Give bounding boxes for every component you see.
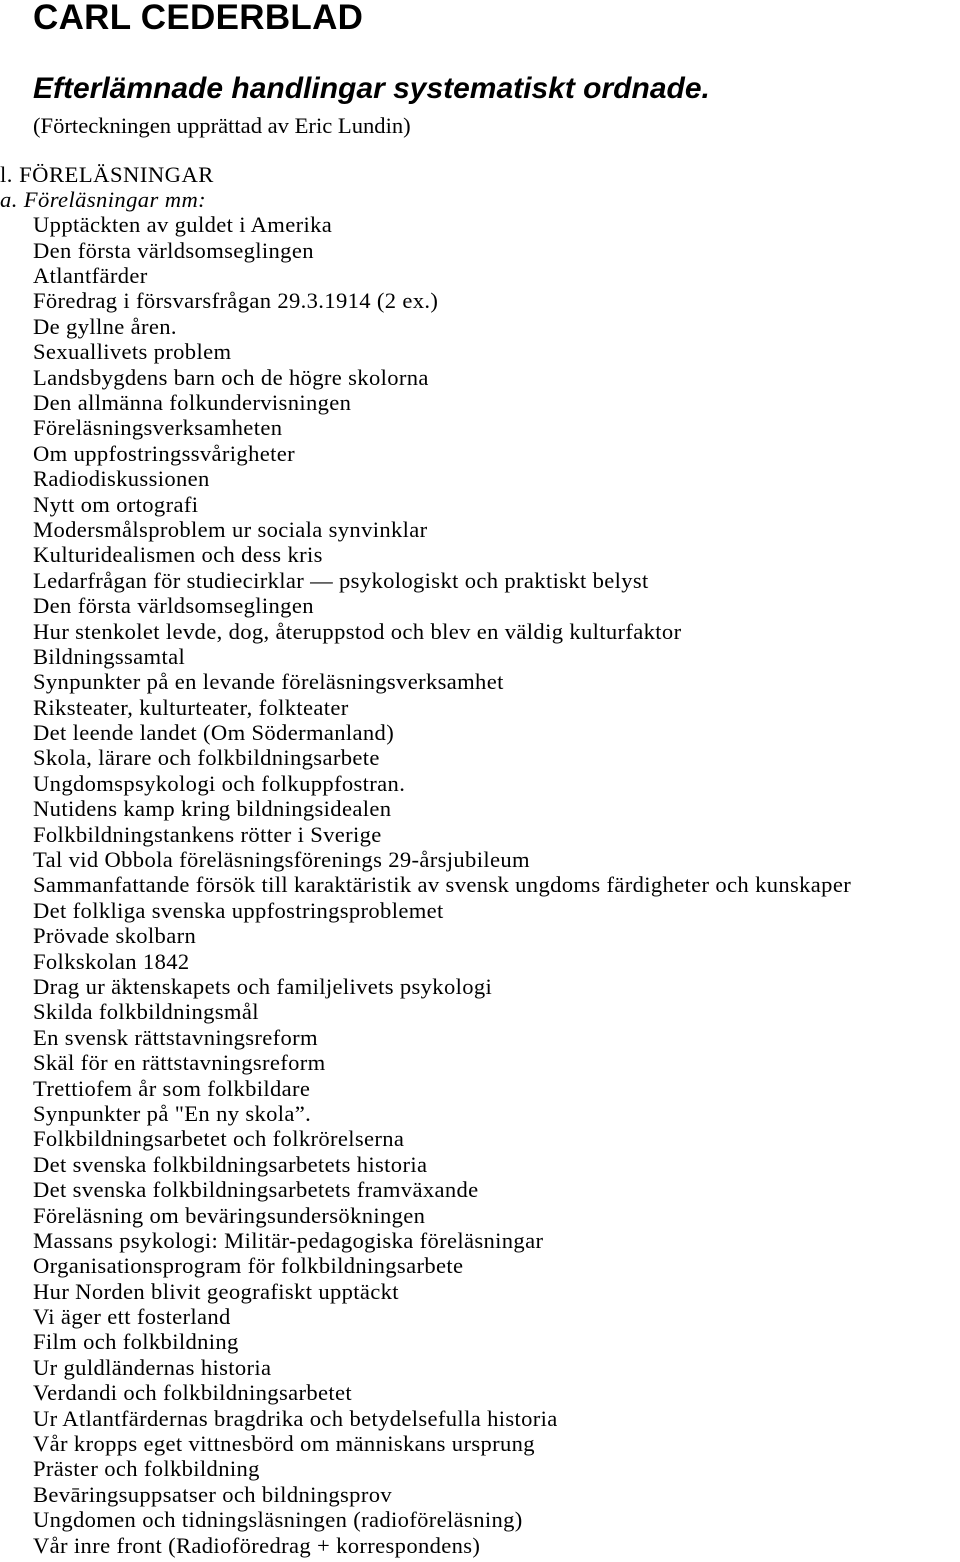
list-item-text: Folkbildningsarbetet och folkrörelserna bbox=[33, 1126, 405, 1152]
list-item-text: Drag ur äktenskapets och familjelivets psykologi bbox=[33, 974, 493, 999]
list-item-text: De gyllne åren. bbox=[33, 313, 177, 339]
list-item-text: Skilda folkbildningsmål bbox=[33, 999, 259, 1025]
list-item-text: Ur guldländernas historia bbox=[33, 1354, 272, 1380]
list-item-text: Organisationsprogram för folkbildningsarbete bbox=[33, 1253, 464, 1279]
list-item bbox=[0, 1406, 960, 1431]
list-item-text: Sammanfattande försök till karaktäristik av svensk ungdoms färdigheter och kunskaper bbox=[33, 872, 852, 898]
list-item bbox=[0, 999, 960, 1024]
list-item-text: Ledarfrågan för studiecirklar — psykologiskt och praktiskt belyst bbox=[33, 567, 649, 593]
list-item bbox=[0, 542, 960, 567]
document-title: CARL CEDERBLAD bbox=[33, 0, 364, 37]
list-item bbox=[0, 1431, 960, 1456]
list-item-text: Sexuallivets problem bbox=[33, 339, 232, 365]
list-item bbox=[0, 1152, 960, 1177]
list-item bbox=[0, 974, 960, 999]
list-item bbox=[0, 898, 960, 923]
list-item-text: Folkbildningstankens rötter i Sverige bbox=[33, 821, 382, 847]
list-item bbox=[0, 238, 960, 263]
list-item-text: Nutidens kamp kring bildningsidealen bbox=[33, 796, 392, 822]
list-item bbox=[0, 212, 960, 237]
list-item bbox=[0, 339, 960, 364]
list-item bbox=[0, 644, 960, 669]
compiler-note: (Förteckningen upprättad av Eric Lundin) bbox=[33, 113, 411, 138]
list-item-text: Massans psykologi: Militär-pedagogiska föreläsningar bbox=[33, 1227, 544, 1253]
list-item-text: Hur Norden blivit geografiskt upptäckt bbox=[33, 1278, 399, 1304]
list-item bbox=[0, 619, 960, 644]
list-item-text: Film och folkbildning bbox=[33, 1329, 239, 1355]
list-item bbox=[0, 1380, 960, 1405]
list-item bbox=[0, 1279, 960, 1304]
list-item bbox=[0, 365, 960, 390]
list-item bbox=[0, 1025, 960, 1050]
list-item bbox=[0, 1076, 960, 1101]
list-item bbox=[0, 1050, 960, 1075]
list-item bbox=[0, 1329, 960, 1354]
list-item bbox=[0, 288, 960, 313]
list-item-text: Ungdomspsykologi och folkuppfostran. bbox=[33, 770, 406, 796]
list-item-text: Kulturidealismen och dess kris bbox=[33, 542, 323, 568]
list-item-text: Trettiofem år som folkbildare bbox=[33, 1075, 311, 1101]
list-item-text: Nytt om ortografi bbox=[33, 491, 199, 517]
list-item-text: Den allmänna folkundervisningen bbox=[33, 390, 352, 416]
list-item-text: Vår kropps eget vittnesbörd om människans ursprung bbox=[33, 1431, 535, 1457]
list-item bbox=[0, 263, 960, 288]
list-item bbox=[0, 1533, 960, 1558]
list-item bbox=[0, 1507, 960, 1532]
list-item bbox=[0, 949, 960, 974]
list-item-text: Det svenska folkbildningsarbetets framväxande bbox=[33, 1177, 479, 1203]
list-item bbox=[0, 1304, 960, 1329]
list-item bbox=[0, 1203, 960, 1228]
list-item bbox=[0, 695, 960, 720]
list-item bbox=[0, 1101, 960, 1126]
list-item-text: Det leende landet (Om Södermanland) bbox=[33, 720, 395, 746]
list-item-text: Skola, lärare och folkbildningsarbete bbox=[33, 745, 380, 771]
list-item-text: Vår inre front (Radioföredrag + korrespondens) bbox=[33, 1532, 481, 1558]
list-item-text: En svensk rättstavningsreform bbox=[33, 1024, 318, 1050]
list-item-text: Ur Atlantfärdernas bragdrika och betydelsefulla historia bbox=[33, 1405, 558, 1431]
list-item-text: Om uppfostringssvårigheter bbox=[33, 440, 295, 466]
document-subtitle: Efterlämnade handlingar systematiskt ordnade. bbox=[33, 72, 710, 105]
section-heading-text: l. FÖRELÄSNINGAR bbox=[0, 161, 214, 187]
list-item-text: Synpunkter på en levande föreläsningsverksamhet bbox=[33, 669, 504, 695]
list-item bbox=[0, 1177, 960, 1202]
list-item-text: Bevāringsuppsatser och bildningsprov bbox=[33, 1481, 392, 1507]
list-item-text: Radiodiskussionen bbox=[33, 466, 210, 492]
list-item bbox=[0, 466, 960, 491]
list-item-text: Folkskolan 1842 bbox=[33, 948, 190, 974]
list-item-text: Atlantfärder bbox=[33, 263, 148, 289]
lecture-list bbox=[0, 212, 960, 1558]
list-item-text: Prövade skolbarn bbox=[33, 923, 197, 949]
list-item bbox=[0, 669, 960, 694]
list-item-text: Vi äger ett fosterland bbox=[33, 1304, 231, 1330]
list-item bbox=[0, 1126, 960, 1151]
list-item bbox=[0, 314, 960, 339]
list-item-text: Skäl för en rättstavningsreform bbox=[33, 1050, 326, 1076]
list-item bbox=[0, 1355, 960, 1380]
list-item-text: Riksteater, kulturteater, folkteater bbox=[33, 694, 349, 720]
list-item bbox=[0, 720, 960, 745]
list-item bbox=[0, 745, 960, 770]
list-item-text: Präster och folkbildning bbox=[33, 1456, 260, 1482]
section-subheading bbox=[0, 187, 960, 212]
list-item-text: Tal vid Obbola föreläsningsförenings 29-årsjubileum bbox=[33, 847, 530, 873]
list-item bbox=[0, 847, 960, 872]
list-item-text: Den första världsomseglingen bbox=[33, 237, 314, 263]
list-item-text: Den första världsomseglingen bbox=[33, 593, 314, 619]
list-item bbox=[0, 1228, 960, 1253]
section-subheading-text: a. Föreläsningar mm: bbox=[0, 186, 207, 212]
list-item-text: Ungdomen och tidningsläsningen (radioföreläsning) bbox=[33, 1507, 523, 1533]
list-item bbox=[0, 593, 960, 618]
list-item-text: Hur stenkolet levde, dog, återuppstod och blev en väldig kulturfaktor bbox=[33, 618, 682, 644]
list-item bbox=[0, 415, 960, 440]
list-item bbox=[0, 441, 960, 466]
list-item-text: Bildningssamtal bbox=[33, 643, 186, 669]
list-item-text: Landsbygdens barn och de högre skolorna bbox=[33, 364, 429, 390]
list-item-text: Verdandi och folkbildningsarbetet bbox=[33, 1380, 352, 1406]
list-item bbox=[0, 1456, 960, 1481]
list-item-text: Det folkliga svenska uppfostringsproblemet bbox=[33, 897, 444, 923]
list-item bbox=[0, 517, 960, 542]
list-item-text: Föredrag i försvarsfrågan 29.3.1914 (2 ex.) bbox=[33, 288, 439, 314]
lectures-section bbox=[0, 162, 960, 1558]
list-item bbox=[0, 1253, 960, 1278]
list-item-text: Modersmålsproblem ur sociala synvinklar bbox=[33, 516, 428, 542]
list-item bbox=[0, 771, 960, 796]
list-item bbox=[0, 923, 960, 948]
list-item-text: Det svenska folkbildningsarbetets historia bbox=[33, 1151, 428, 1177]
list-item bbox=[0, 822, 960, 847]
list-item-text: Upptäckten av guldet i Amerika bbox=[33, 212, 333, 238]
list-item bbox=[0, 796, 960, 821]
section-heading bbox=[0, 162, 960, 187]
list-item-text: Föreläsning om beväringsundersökningen bbox=[33, 1202, 426, 1228]
list-item bbox=[0, 1482, 960, 1507]
list-item bbox=[0, 492, 960, 517]
list-item bbox=[0, 872, 960, 897]
list-item-text: Föreläsningsverksamheten bbox=[33, 415, 283, 441]
list-item-text: Synpunkter på "En ny skola”. bbox=[33, 1100, 312, 1126]
list-item bbox=[0, 568, 960, 593]
list-item bbox=[0, 390, 960, 415]
